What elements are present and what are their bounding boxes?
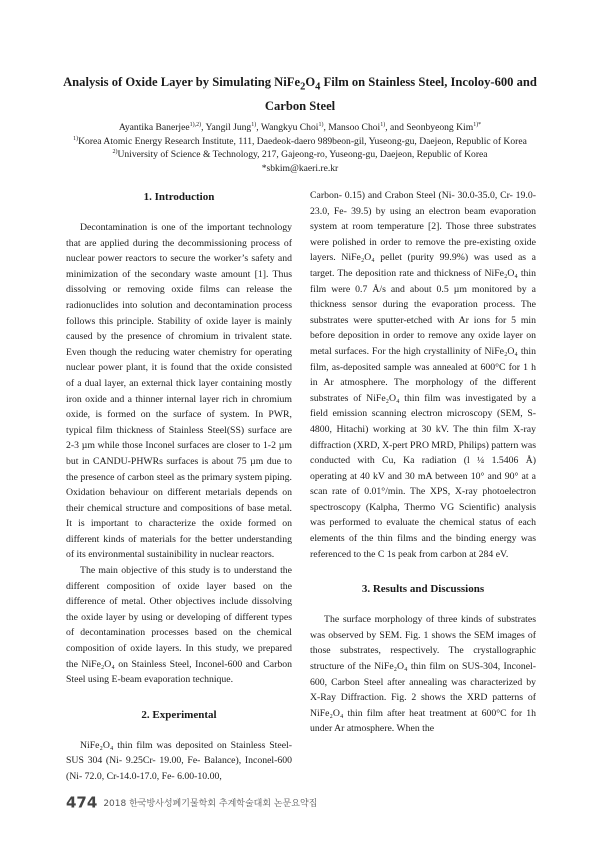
affiliation-mark: 1) bbox=[318, 121, 324, 128]
body-paragraph: The main objective of this study is to understand the different composition of oxide layer based on the difference of metal. Other objectives include dissolving the oxide layer by using or developing of different types of decontamination processes based on the chemical composition of oxide layers. In this study, we prepared the NiFe₂O₄ on Stainless Steel, Inconel-600 and Carbon Steel using E-beam evaporation technique. bbox=[66, 565, 292, 686]
author-name: Wangkyu Choi bbox=[260, 122, 319, 133]
body-paragraph: Decontamination is one of the important technology that are applied during the decommissioning process of nuclear power reactors to secure the worker’s safety and minimization of the secondary waste amount [1]. Thus dissolving or removing oxide films can release the radionuclides into solution and decontamination process follows this principle. Stability of oxide layer is mainly caused by the presence of chromium in trivalent state. Even though the reducing water chemistry for operating nuclear power plant, it is found that the oxide consisted of a dual layer, an external thick layer containing mostly iron oxide and a thinner internal layer rich in chromium oxide, is formed on the surface of system. In PWR, typical film thickness of Stainless Steel(SS) surface are 2-3 µm while those Inconel surfaces are closer to 1-2 µm but in CANDU-PHWRs surfaces is about 75 µm due to the presence of carbon steel as the primary system piping. Oxidation behaviour on different metarials depends on their chemical structure and compositions of base metal. It is important to characterize the oxide formed on different kinds of materials for the better understanding of its environmental sustainibility in nuclear reactors. bbox=[66, 222, 292, 561]
affiliation-mark: 1) bbox=[251, 121, 257, 128]
body-paragraph: NiFe₂O₄ thin film was deposited on Stainless Steel-SUS 304 (Ni- 9.25Cr- 19.00, Fe- Balance), Inconel-600 (Ni- 72.0, Cr-14.0-17.0, Fe- 6.00-10.00, bbox=[66, 739, 292, 782]
proceedings-title: 2018 한국방사성폐기물학회 추계학술대회 논문요약집 bbox=[103, 799, 318, 809]
affiliation-mark: 1),2) bbox=[189, 121, 202, 128]
page-footer bbox=[66, 792, 317, 812]
section-heading-results: 3. Results and Discussions bbox=[361, 583, 485, 596]
author-list: Ayantika Banerjee$^{1),2)}$, Yangil Jung$^{1)}$, Wangkyu Choi$^{1)}$, Mansoo Choi$^{1)}$, and Seonbyeong Kim$^{1)*}$ bbox=[118, 121, 482, 133]
affiliation-line: $^{1)}$Korea Atomic Energy Research Institute, 111, Daedeok-daero 989beon-gil, Yuseong-gu, Daejeon, Republic of Korea bbox=[73, 135, 527, 147]
author-name: Seonbyeong Kim bbox=[406, 122, 474, 133]
body-paragraph: Carbon- 0.15) and Crabon Steel (Ni- 30.0-35.0, Cr- 19.0-23.0, Fe- 39.5) by using an electron beam evaporation system at room temperature [2]. Those three substrates were polished in order to remove the pre-existing oxide layers. NiFe₂O₄ pellet (purity 99.9%) was used as a target. The deposition rate and thickness of NiFe₂O₄ thin film were 0.7 Å/s and about 0.5 µm monitored by a thickness sensor during the evaporation process. The substrates were sputter-etched with Ar ions for 5 min before deposition in order to remove any oxide layer on metal surfaces. For the high crystallinity of NiFe₂O₄ thin film, as-deposited sample was annealed at 600°C for 1 h in Ar atmosphere. The morphology of the different substrates of NiFe₂O₄ thin film was investigated by a field emission scanning electron microscopy (SEM, S-4800, Hitachi) working at 30 kV. The thin film X-ray diffraction (XRD, X-pert PRO MRD, Philips) pattern was conducted with Cu, Ka radiation (l ¼ 1.5406 Å) operating at 40 kV and 30 mA between 10° and 90° at a scan rate of 0.01°/min. The XPS, X-ray photoelectron spectroscopy (Kalpha, Thermo VG Scientific) analysis was performed to evaluate the chemical status of each elements of the thin films and the binding energy was referenced to the C 1s peak from carbon at 284 eV. bbox=[310, 190, 536, 560]
author-name: Mansoo Choi bbox=[328, 122, 381, 133]
section-heading-experimental: 2. Experimental bbox=[141, 708, 217, 721]
section-heading-introduction: 1. Introduction bbox=[143, 191, 215, 203]
author-name: Ayantika Banerjee bbox=[118, 122, 190, 133]
author-name: Yangil Jung bbox=[205, 122, 252, 133]
page-number: 474 bbox=[66, 793, 98, 812]
right-column bbox=[310, 188, 536, 737]
body-paragraph: The surface morphology of three kinds of substrates was observed by SEM. Fig. 1 shows the SEM images of those substrates, respectively. The crystallographic structure of the NiFe₂O₄ thin film on SUS-304, Inconel-600, Carbon Steel after annealing was characterized by X-Ray Diffraction. Fig. 2 shows the XRD patterns of NiFe₂O₄ thin film after heat treatment at 600°C for 1h under Ar atmosphere. When the bbox=[310, 614, 536, 735]
affiliation-mark: 1) bbox=[380, 121, 386, 128]
left-column bbox=[66, 188, 292, 785]
affiliation-mark: 1)* bbox=[473, 121, 482, 128]
affiliation-line: $^{2)}$University of Science & Technology, 217, Gajeong-ro, Yuseong-gu, Daejeon, Republic of Korea bbox=[112, 148, 488, 160]
author-block bbox=[40, 121, 560, 175]
paper-title: Analysis of Oxide Layer by Simulating $NiFe_2O_4$ Film on Stainless Steel, Incoloy-600 and Carbon Steel bbox=[63, 75, 537, 113]
corresponding-email: *sbkim@kaeri.re.kr bbox=[261, 162, 339, 174]
